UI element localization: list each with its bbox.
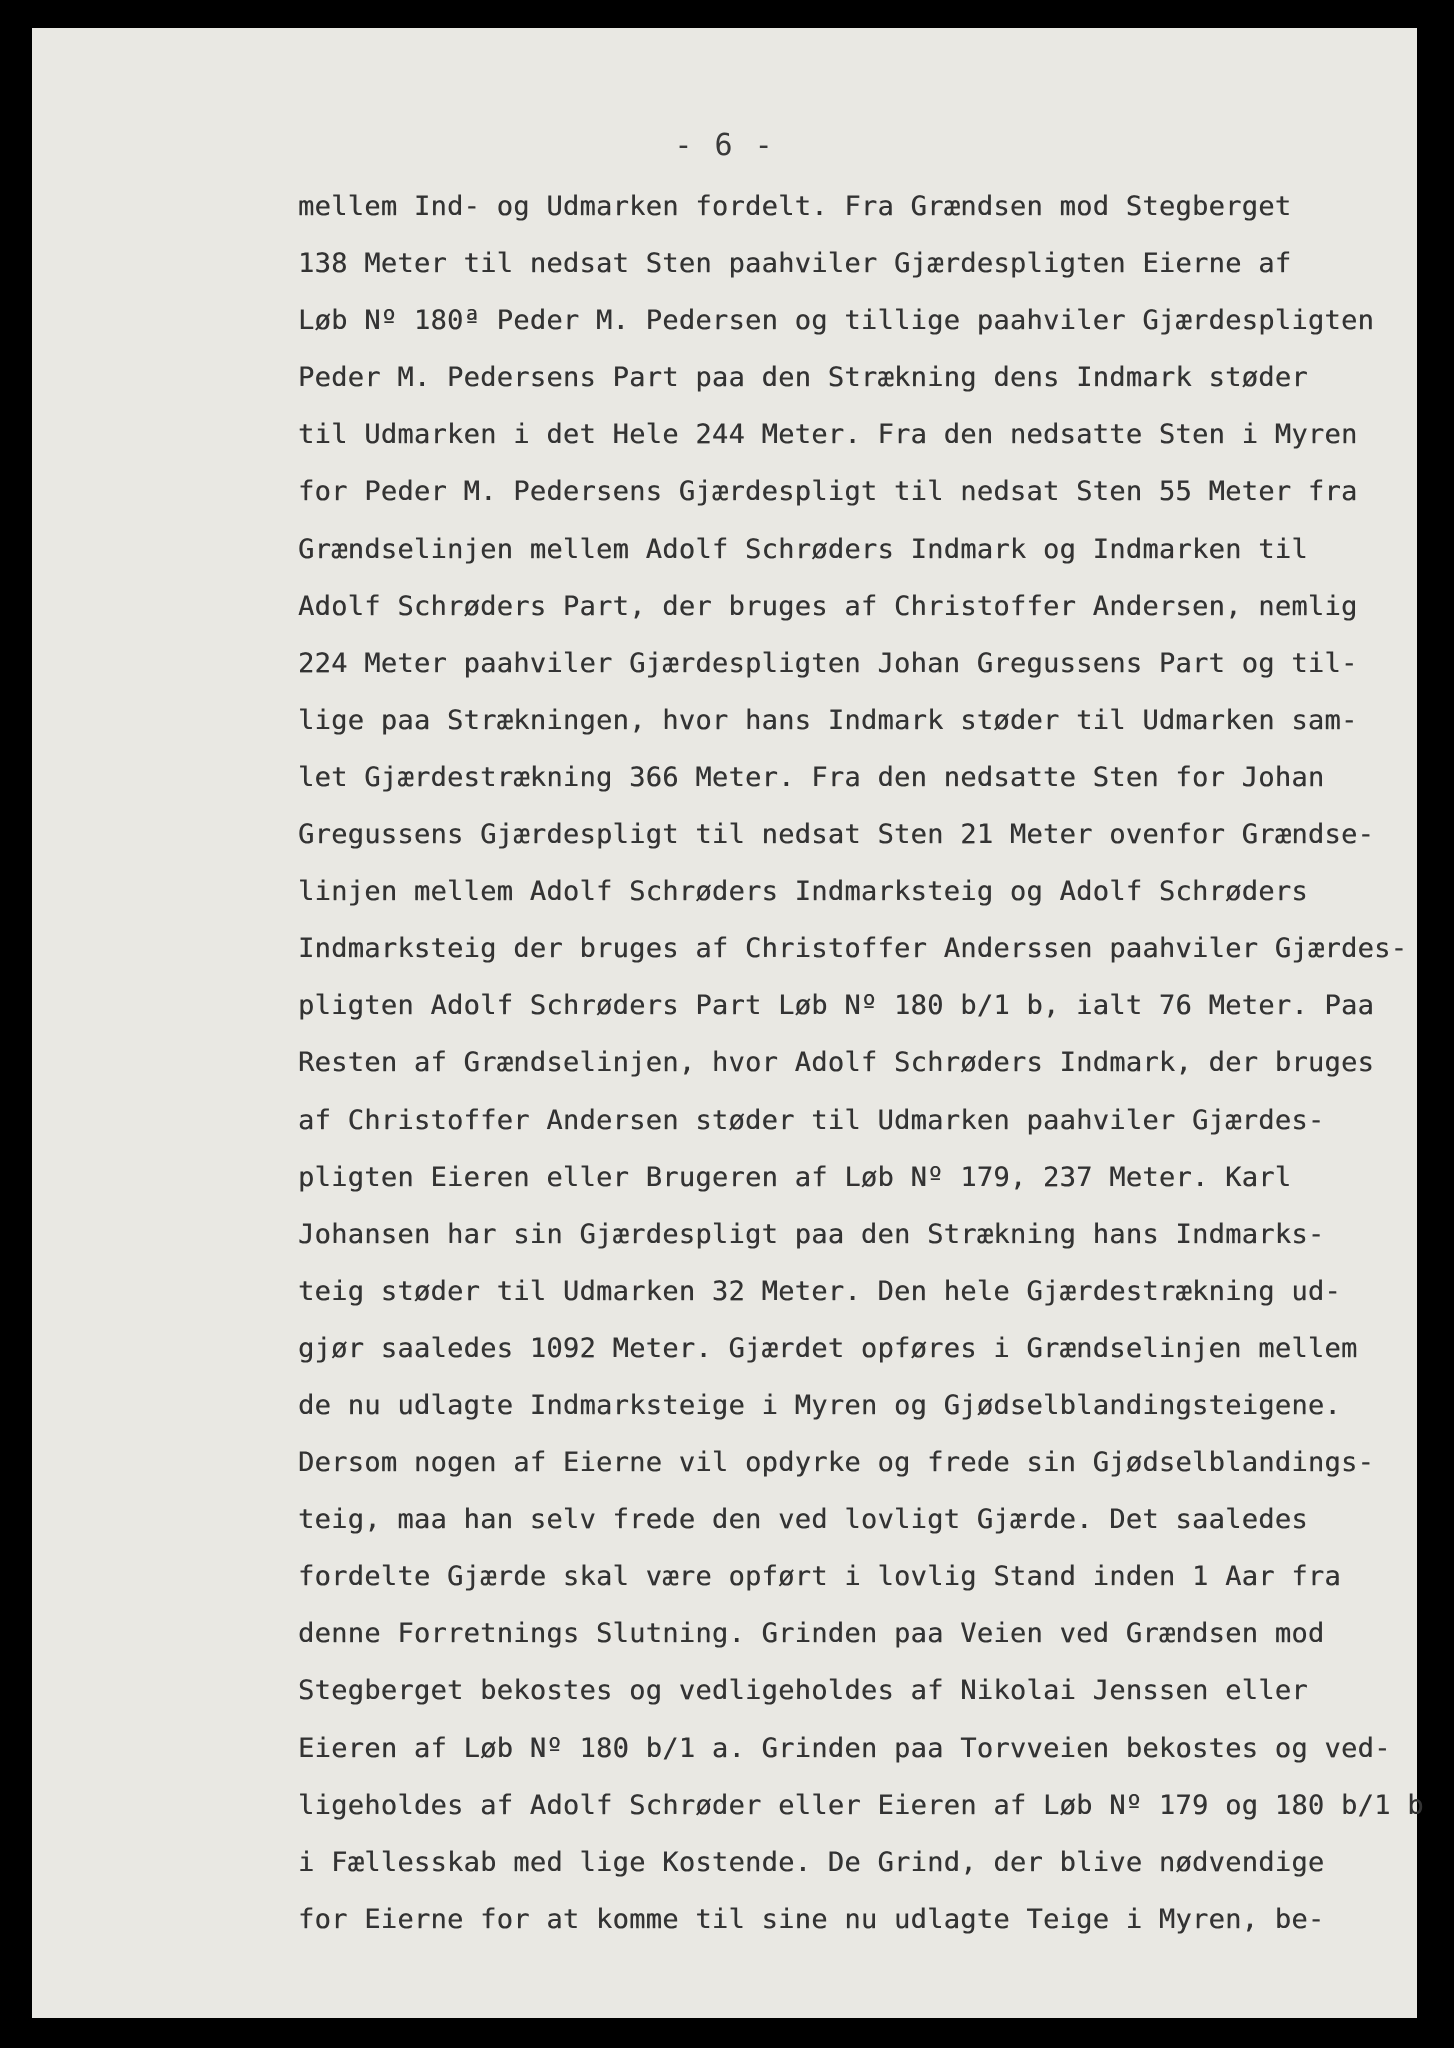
text-line: pligten Eieren eller Brugeren af Løb Nº 179, 237 Meter. Karl [298,1161,1292,1193]
text-line: Gregussens Gjærdespligt til nedsat Sten 21 Meter ovenfor Grændse- [298,819,1375,851]
text-line: Dersom nogen af Eierne vil opdyrke og frede sin Gjødselblandings- [298,1447,1375,1479]
text-line: pligten Adolf Schrøders Part Løb Nº 180 b/1 b, ialt 76 Meter. Paa [298,990,1375,1022]
text-line: i Fællesskab med lige Kostende. De Grind, der blive nødvendige [298,1846,1325,1878]
page-number: - 6 - [674,128,775,163]
text-line: for Eierne for at komme til sine nu udlagte Teige i Myren, be- [298,1903,1325,1935]
text-line: ligeholdes af Adolf Schrøder eller Eieren af Løb Nº 179 og 180 b/1 b [298,1789,1424,1821]
text-line: Peder M. Pedersens Part paa den Strækning dens Indmark støder [298,362,1308,394]
text-line: Adolf Schrøders Part, der bruges af Christoffer Andersen, nemlig [298,590,1358,622]
text-line: denne Forretnings Slutning. Grinden paa Veien ved Grændsen mod [298,1618,1325,1650]
text-line: teig, maa han selv frede den ved lovligt Gjærde. Det saaledes [298,1504,1308,1536]
text-line: Stegberget bekostes og vedligeholdes af Nikolai Jenssen eller [298,1675,1308,1707]
text-line: Eieren af Løb Nº 180 b/1 a. Grinden paa Torvveien bekostes og ved- [298,1732,1391,1764]
text-line: Løb Nº 180ª Peder M. Pedersen og tillige paahviler Gjærdespligten [298,305,1375,337]
text-line: Grændselinjen mellem Adolf Schrøders Indmark og Indmarken til [298,533,1308,565]
text-line: for Peder M. Pedersens Gjærdespligt til nedsat Sten 55 Meter fra [298,476,1358,508]
text-line: mellem Ind- og Udmarken fordelt. Fra Grændsen mod Stegberget [298,191,1292,222]
text-line: Johansen har sin Gjærdespligt paa den Strækning hans Indmarks- [298,1218,1325,1250]
text-line: lige paa Strækningen, hvor hans Indmark støder til Udmarken sam- [298,704,1358,736]
text-line: Resten af Grændselinjen, hvor Adolf Schrøders Indmark, der bruges [298,1047,1375,1079]
text-line: 224 Meter paahviler Gjærdespligten Johan Gregussens Part og til- [298,647,1358,679]
text-line: Indmarksteig der bruges af Christoffer Anderssen paahviler Gjærdes- [298,933,1408,965]
text-line: de nu udlagte Indmarksteige i Myren og Gjødselblandingsteigene. [298,1389,1341,1421]
text-line: 138 Meter til nedsat Sten paahviler Gjærdespligten Eierne af [298,248,1292,280]
text-line: gjør saaledes 1092 Meter. Gjærdet opføres i Grændselinjen mellem [298,1332,1358,1364]
body-text [298,178,1424,1948]
text-line: af Christoffer Andersen støder til Udmarken paahviler Gjærdes- [298,1104,1325,1136]
text-line: linjen mellem Adolf Schrøders Indmarksteig og Adolf Schrøders [298,876,1308,908]
text-line: let Gjærdestrækning 366 Meter. Fra den nedsatte Sten for Johan [298,761,1325,793]
text-line: til Udmarken i det Hele 244 Meter. Fra den nedsatte Sten i Myren [298,419,1358,451]
text-line: teig støder til Udmarken 32 Meter. Den hele Gjærdestrækning ud- [298,1275,1341,1307]
document-page [32,28,1424,2018]
text-line: fordelte Gjærde skal være opført i lovlig Stand inden 1 Aar fra [298,1561,1341,1593]
